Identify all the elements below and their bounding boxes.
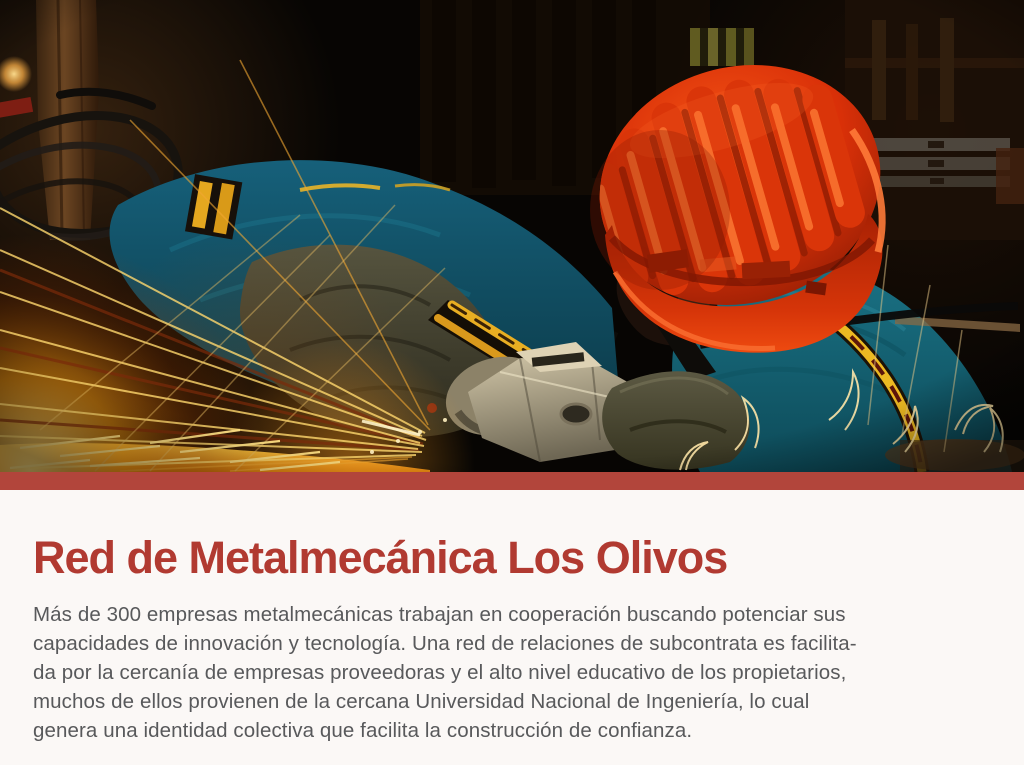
article	[0, 490, 1024, 745]
body-line-3: da por la cercanía de empresas proveedoras y el alto nivel educativo de los propietarios,	[33, 660, 847, 684]
red-divider	[0, 472, 1024, 490]
body-line-1: Más de 300 empresas metalmecánicas trabajan en cooperación buscando potenciar sus	[33, 602, 846, 626]
body-line-2: capacidades de innovación y tecnología. Una red de relaciones de subcontrata es facilita-	[33, 631, 857, 655]
body-line-4: muchos de ellos provienen de la cercana Universidad Nacional de Ingeniería, lo cual	[33, 689, 810, 713]
page-title: Red de Metalmecánica Los Olivos	[33, 532, 728, 583]
body-paragraph	[33, 600, 991, 745]
body-line-5: genera una identidad colectiva que facilita la construcción de confianza.	[33, 718, 693, 742]
